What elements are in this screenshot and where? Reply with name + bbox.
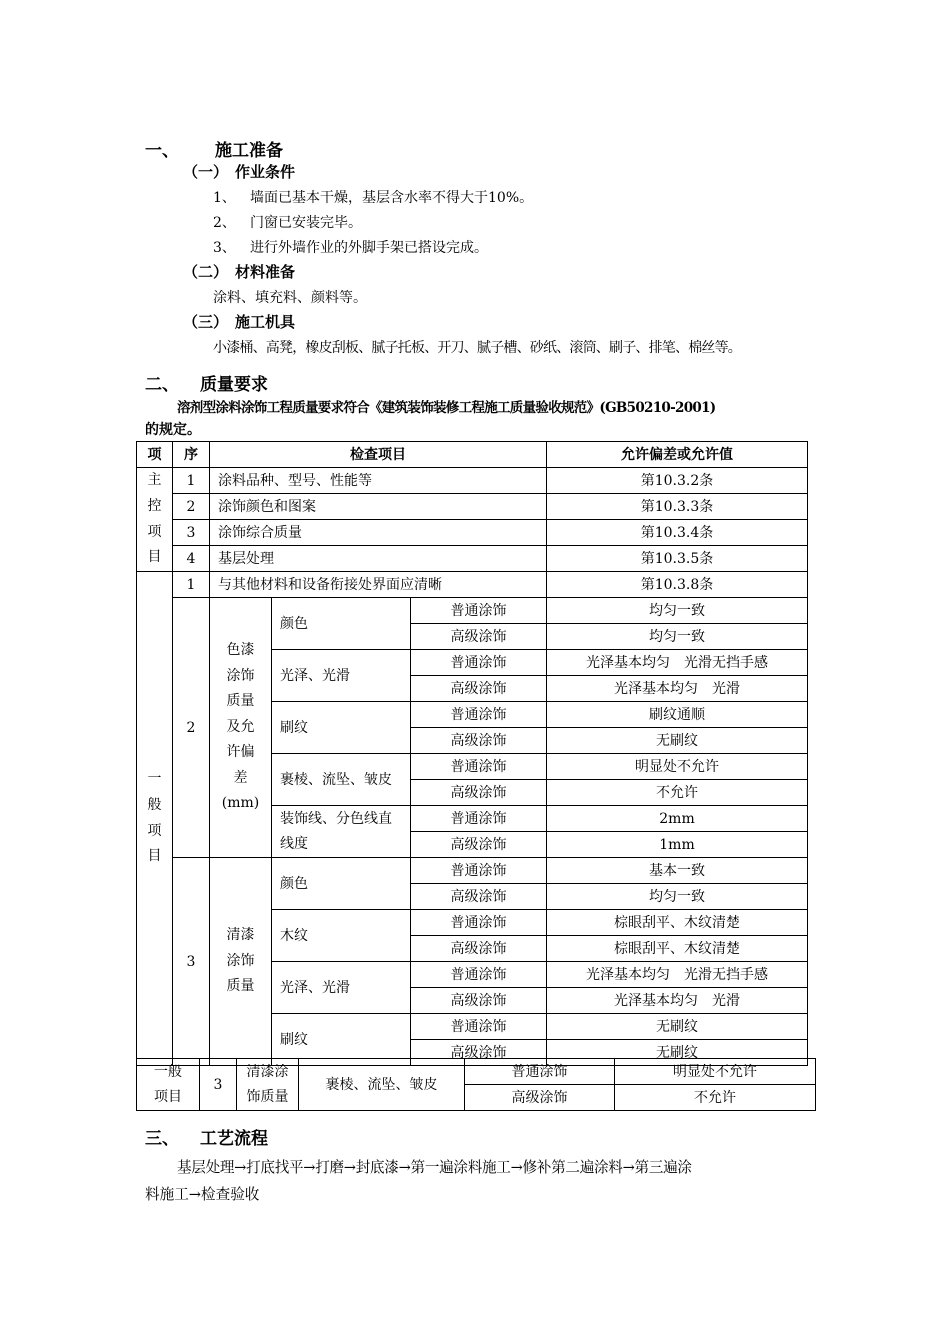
sub-item-cell: 刷纹 <box>272 702 411 754</box>
value-cell: 均匀一致 <box>547 624 808 650</box>
sub-item-cell: 颜色 <box>272 598 411 650</box>
check-cell: 涂料品种、型号、性能等 <box>210 468 547 494</box>
grade-cell: 高级涂饰 <box>411 624 547 650</box>
header-allowance: 允许偏差或允许值 <box>547 442 808 468</box>
section-3-number: 三、 <box>145 1129 179 1149</box>
grade-cell: 普通涂饰 <box>411 650 547 676</box>
label-line: 涂饰 <box>226 667 255 684</box>
label-char: 主 <box>147 472 162 489</box>
sub-item-cell: 裹棱、流坠、皱皮 <box>272 754 411 806</box>
label-line: 许偏 <box>226 744 255 761</box>
label-line: 项目 <box>154 1088 182 1105</box>
value-cell: 无刷纹 <box>547 728 808 754</box>
grade-cell: 高级涂饰 <box>411 728 547 754</box>
allow-cell: 第10.3.8条 <box>547 572 808 598</box>
table-row <box>137 1059 816 1085</box>
sub-item-cell: 裹棱、流坠、皱皮 <box>299 1059 465 1111</box>
allow-cell: 第10.3.4条 <box>547 520 808 546</box>
grade-cell: 高级涂饰 <box>411 676 547 702</box>
label-char: 目 <box>147 549 162 566</box>
label-char: 一 <box>147 771 162 788</box>
grade-cell: 普通涂饰 <box>411 962 547 988</box>
label-char: 项 <box>147 523 162 540</box>
quality-table <box>136 441 808 1066</box>
seq-cell: 1 <box>173 468 210 494</box>
condition-1-text: 墙面已基本干燥，基层含水率不得大于10%。 <box>250 190 534 206</box>
grade-cell: 高级涂饰 <box>411 988 547 1014</box>
value-cell: 光泽基本均匀 光滑无挡手感 <box>547 650 808 676</box>
sub-item-cell: 刷纹 <box>272 1014 411 1066</box>
grade-cell: 普通涂饰 <box>411 806 547 832</box>
value-cell: 棕眼刮平、木纹清楚 <box>547 910 808 936</box>
value-cell: 无刷纹 <box>547 1040 808 1066</box>
value-cell: 均匀一致 <box>547 884 808 910</box>
seq-cell: 2 <box>173 494 210 520</box>
table-row <box>137 494 808 520</box>
grade-cell: 高级涂饰 <box>411 832 547 858</box>
table-row <box>137 546 808 572</box>
label-line: 涂饰 <box>226 952 255 969</box>
allow-cell: 第10.3.2条 <box>547 468 808 494</box>
process-flow-line-2: 料施工→检查验收 <box>145 1186 260 1203</box>
subsection-2-number: （二） <box>183 263 229 281</box>
grade-cell: 高级涂饰 <box>411 1040 547 1066</box>
subsection-2-title: 材料准备 <box>235 263 296 281</box>
color-paint-label <box>210 598 272 858</box>
seq-cell: 4 <box>173 546 210 572</box>
header-item: 项 <box>137 442 173 468</box>
table-header-row <box>137 442 808 468</box>
label-line: 差 <box>233 769 248 786</box>
condition-3-text: 进行外墙作业的外脚手架已搭设完成。 <box>250 240 488 256</box>
label-char: 项 <box>147 822 162 839</box>
value-cell: 光泽基本均匀 光滑无挡手感 <box>547 962 808 988</box>
label-line: 及允 <box>226 718 255 735</box>
grade-cell: 普通涂饰 <box>411 910 547 936</box>
seq-cell: 3 <box>173 858 210 1066</box>
value-cell: 均匀一致 <box>547 598 808 624</box>
seq-cell: 3 <box>200 1059 237 1111</box>
section-1-title: 施工准备 <box>215 141 283 161</box>
value-cell: 光泽基本均匀 光滑 <box>547 676 808 702</box>
value-cell: 2mm <box>547 806 808 832</box>
extra-general-label <box>137 1059 200 1111</box>
allow-cell: 第10.3.3条 <box>547 494 808 520</box>
value-cell: 不允许 <box>547 780 808 806</box>
value-cell: 刷纹通顺 <box>547 702 808 728</box>
label-line: (mm) <box>221 795 260 812</box>
section-2-title: 质量要求 <box>200 375 268 395</box>
grade-cell: 高级涂饰 <box>411 780 547 806</box>
section-1-number: 一、 <box>145 141 179 161</box>
table-row <box>137 858 808 884</box>
header-check-item: 检查项目 <box>210 442 547 468</box>
label-char: 控 <box>147 497 162 514</box>
label-line: 清漆涂 <box>246 1063 289 1080</box>
condition-1-number: 1、 <box>213 190 236 206</box>
condition-2-number: 2、 <box>213 215 236 231</box>
label-line: 饰质量 <box>246 1088 289 1105</box>
value-cell: 明显处不允许 <box>547 754 808 780</box>
value-cell: 光泽基本均匀 光滑 <box>547 988 808 1014</box>
grade-cell: 普通涂饰 <box>411 754 547 780</box>
check-cell: 基层处理 <box>210 546 547 572</box>
check-cell: 涂饰综合质量 <box>210 520 547 546</box>
table-row <box>137 572 808 598</box>
sub-item-cell: 光泽、光滑 <box>272 650 411 702</box>
label-line: 质量 <box>226 978 255 995</box>
label-line: 质量 <box>226 693 255 710</box>
subsection-3-title: 施工机具 <box>235 313 296 331</box>
sub-item-cell <box>272 806 411 858</box>
value-cell: 基本一致 <box>547 858 808 884</box>
condition-3-number: 3、 <box>213 240 236 256</box>
section-2-number: 二、 <box>145 375 179 395</box>
tools-text: 小漆桶、高凳，橡皮刮板、腻子托板、开刀、腻子槽、砂纸、滚筒、刷子、排笔、棉丝等。 <box>213 340 741 356</box>
quality-table-continuation <box>136 1058 816 1111</box>
check-cell: 涂饰颜色和图案 <box>210 494 547 520</box>
sub-item-cell: 光泽、光滑 <box>272 962 411 1014</box>
extra-sub-label <box>237 1059 299 1111</box>
seq-cell: 2 <box>173 598 210 858</box>
materials-text: 涂料、填充料、颜料等。 <box>213 290 367 306</box>
table-row <box>137 468 808 494</box>
process-flow-line-1: 基层处理→打底找平→打磨→封底漆→第一遍涂料施工→修补第二遍涂料→第三遍涂 <box>177 1159 692 1176</box>
grade-cell: 高级涂饰 <box>411 936 547 962</box>
grade-cell: 普通涂饰 <box>465 1059 615 1085</box>
subsection-1-number: （一） <box>183 163 229 181</box>
value-cell: 棕眼刮平、木纹清楚 <box>547 936 808 962</box>
value-cell: 不允许 <box>615 1085 816 1111</box>
clear-paint-label <box>210 858 272 1066</box>
sub-item-line: 装饰线、分色线直 <box>280 810 392 827</box>
subsection-1-title: 作业条件 <box>235 163 296 181</box>
grade-cell: 普通涂饰 <box>411 702 547 728</box>
label-char: 般 <box>147 796 162 813</box>
allow-cell: 第10.3.5条 <box>547 546 808 572</box>
general-item-label <box>137 572 173 1066</box>
label-char: 目 <box>147 848 162 865</box>
table-row <box>137 598 808 624</box>
quality-intro-line-2: 的规定。 <box>145 422 201 438</box>
sub-item-cell: 木纹 <box>272 910 411 962</box>
header-seq: 序 <box>173 442 210 468</box>
quality-intro-line-1: 溶剂型涂料涂饰工程质量要求符合《建筑装饰装修工程施工质量验收规范》(GB50210-2001) <box>177 400 716 416</box>
grade-cell: 普通涂饰 <box>411 598 547 624</box>
condition-2-text: 门窗已安装完毕。 <box>250 215 362 231</box>
value-cell: 1mm <box>547 832 808 858</box>
value-cell: 无刷纹 <box>547 1014 808 1040</box>
grade-cell: 高级涂饰 <box>411 884 547 910</box>
seq-cell: 3 <box>173 520 210 546</box>
label-line: 一般 <box>154 1063 182 1080</box>
sub-item-cell: 颜色 <box>272 858 411 910</box>
sub-item-line: 线度 <box>280 835 308 852</box>
table-row <box>137 520 808 546</box>
section-3-title: 工艺流程 <box>200 1129 268 1149</box>
grade-cell: 高级涂饰 <box>465 1085 615 1111</box>
main-control-label <box>137 468 173 572</box>
seq-cell: 1 <box>173 572 210 598</box>
grade-cell: 普通涂饰 <box>411 1014 547 1040</box>
value-cell: 明显处不允许 <box>615 1059 816 1085</box>
check-cell: 与其他材料和设备衔接处界面应清晰 <box>210 572 547 598</box>
label-line: 清漆 <box>226 927 255 944</box>
grade-cell: 普通涂饰 <box>411 858 547 884</box>
label-line: 色漆 <box>226 641 255 658</box>
subsection-3-number: （三） <box>183 313 229 331</box>
